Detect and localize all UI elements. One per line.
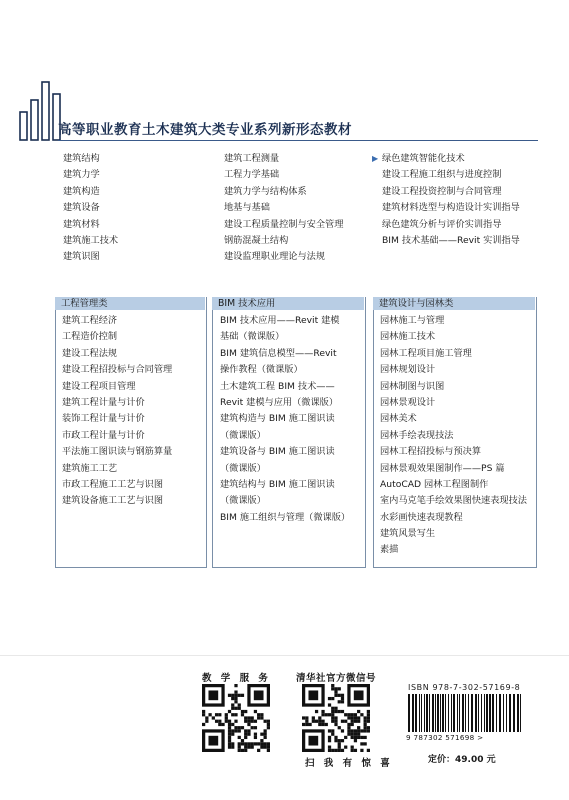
- wechat-account-qr-icon[interactable]: [302, 684, 370, 752]
- scan-surprise-caption: 扫 我 有 惊 喜: [305, 758, 393, 769]
- book-title-line: 基础（微课版）: [220, 331, 285, 343]
- book-title: 建筑力学与结构体系: [224, 185, 307, 197]
- book-title: 建筑识图: [63, 251, 100, 263]
- book-title: 建筑工程测量: [224, 153, 280, 164]
- book-title-line: 建筑设备与 BIM 施工图识读: [220, 446, 335, 458]
- book-title: AutoCAD 园林工程图制作: [380, 478, 489, 490]
- book-title-line: （微课版）: [220, 429, 266, 441]
- book-title: 室内马克笔手绘效果图快速表现技法: [380, 495, 527, 507]
- book-title: 工程力学基础: [224, 169, 280, 181]
- book-title: 建筑施工技术: [63, 234, 119, 246]
- price-label: 定价：49.00 元: [428, 755, 496, 765]
- book-title: 建筑工程计量与计价: [62, 396, 145, 408]
- category-header-landscape: 建筑设计与园林类: [373, 297, 535, 310]
- book-title-line: 建筑结构与 BIM 施工图识读: [220, 478, 335, 490]
- book-title: 园林规划设计: [380, 364, 436, 376]
- book-title-line: （微课版）: [220, 462, 266, 474]
- book-title: 建设工程招投标与合同管理: [62, 364, 173, 376]
- book-title: 市政工程计量与计价: [62, 429, 145, 441]
- top-list-mechanics: [224, 151, 343, 266]
- book-title: 建筑设备: [63, 202, 100, 214]
- book-title: 建筑工程经济: [62, 315, 118, 326]
- teaching-service-label: 教 学 服 务: [202, 673, 271, 684]
- book-title: 园林施工技术: [380, 331, 436, 343]
- category-header-management: 工程管理类: [55, 297, 205, 310]
- wechat-account-label: 清华社官方微信号: [296, 673, 377, 684]
- category-header-bim: BIM 技术应用: [212, 297, 364, 310]
- isbn-barcode-icon: [406, 694, 524, 732]
- top-list-green-building: [372, 151, 520, 249]
- book-title: 园林手绘表现技法: [380, 429, 454, 441]
- teaching-service-qr-icon[interactable]: [202, 684, 270, 752]
- book-title: 园林工程项目施工管理: [380, 347, 472, 359]
- book-title-line: Revit 建模与应用（微课版）: [220, 396, 339, 408]
- book-title: 建筑设备施工工艺与识图: [62, 495, 164, 507]
- book-title: 园林制图与识图: [380, 380, 445, 392]
- book-title: 建筑施工工艺: [62, 462, 118, 474]
- book-title: 工程造价控制: [62, 331, 118, 343]
- book-title: 装饰工程计量与计价: [62, 413, 145, 425]
- book-title: 绿色建筑分析与评价实训指导: [382, 218, 502, 230]
- book-title: 建设工程项目管理: [62, 380, 136, 392]
- book-title: 园林工程招投标与预决算: [380, 446, 482, 458]
- book-title: 地基与基础: [224, 202, 270, 214]
- book-title-line: BIM 建筑信息模型——Revit: [220, 347, 337, 359]
- book-title: 建设监理职业理论与法规: [224, 251, 326, 263]
- book-title: 市政工程施工工艺与识图: [62, 478, 164, 490]
- book-title: 建筑材料选型与构造设计实训指导: [382, 202, 520, 214]
- book-title-line: BIM 技术应用——Revit 建模: [220, 315, 340, 326]
- footer-divider: [0, 655, 569, 656]
- book-title: 建筑构造: [63, 185, 100, 197]
- book-title: 素描: [380, 544, 399, 556]
- isbn-text: ISBN 978-7-302-57169-8: [408, 683, 521, 692]
- title-divider: [58, 140, 538, 141]
- bim-list: [220, 313, 350, 526]
- book-title: 园林景观设计: [380, 396, 436, 408]
- book-title: 园林景观效果图制作——PS 篇: [380, 462, 505, 474]
- top-list-structure: [63, 151, 118, 266]
- book-title: 建设工程投资控制与合同管理: [382, 185, 502, 197]
- book-title: 建筑结构: [63, 153, 100, 164]
- book-title: 钢筋混凝土结构: [224, 234, 289, 246]
- isbn-digits: 9 787302 571698 >: [406, 733, 484, 742]
- book-title-line: 操作教程（微课版）: [220, 364, 303, 376]
- management-list: [62, 313, 172, 510]
- series-title: 高等职业教育土木建筑大类专业系列新形态教材: [58, 122, 352, 138]
- book-title: 建设工程施工组织与进度控制: [382, 169, 502, 181]
- book-title: 绿色建筑智能化技术: [382, 153, 465, 164]
- book-title: 建设工程法规: [62, 347, 118, 359]
- book-title: 建筑力学: [63, 169, 100, 181]
- book-title: 园林施工与管理: [380, 315, 445, 326]
- triangle-marker-icon: ▶: [372, 154, 379, 163]
- landscape-list: [380, 313, 527, 559]
- book-title: 建筑风景写生: [380, 528, 436, 540]
- book-title: 园林美术: [380, 413, 417, 425]
- book-title: 建筑材料: [63, 218, 100, 230]
- book-title-line: （微课版）: [220, 495, 266, 507]
- book-title-line: BIM 施工组织与管理（微课版）: [220, 511, 351, 523]
- book-title: 建设工程质量控制与安全管理: [224, 218, 344, 230]
- book-title: BIM 技术基础——Revit 实训指导: [382, 234, 520, 246]
- book-title: 平法施工图识读与钢筋算量: [62, 446, 173, 458]
- book-title: 水彩画快速表现教程: [380, 511, 463, 523]
- book-title-line: 土木建筑工程 BIM 技术——: [220, 380, 335, 392]
- book-title-line: 建筑构造与 BIM 施工图识读: [220, 413, 335, 425]
